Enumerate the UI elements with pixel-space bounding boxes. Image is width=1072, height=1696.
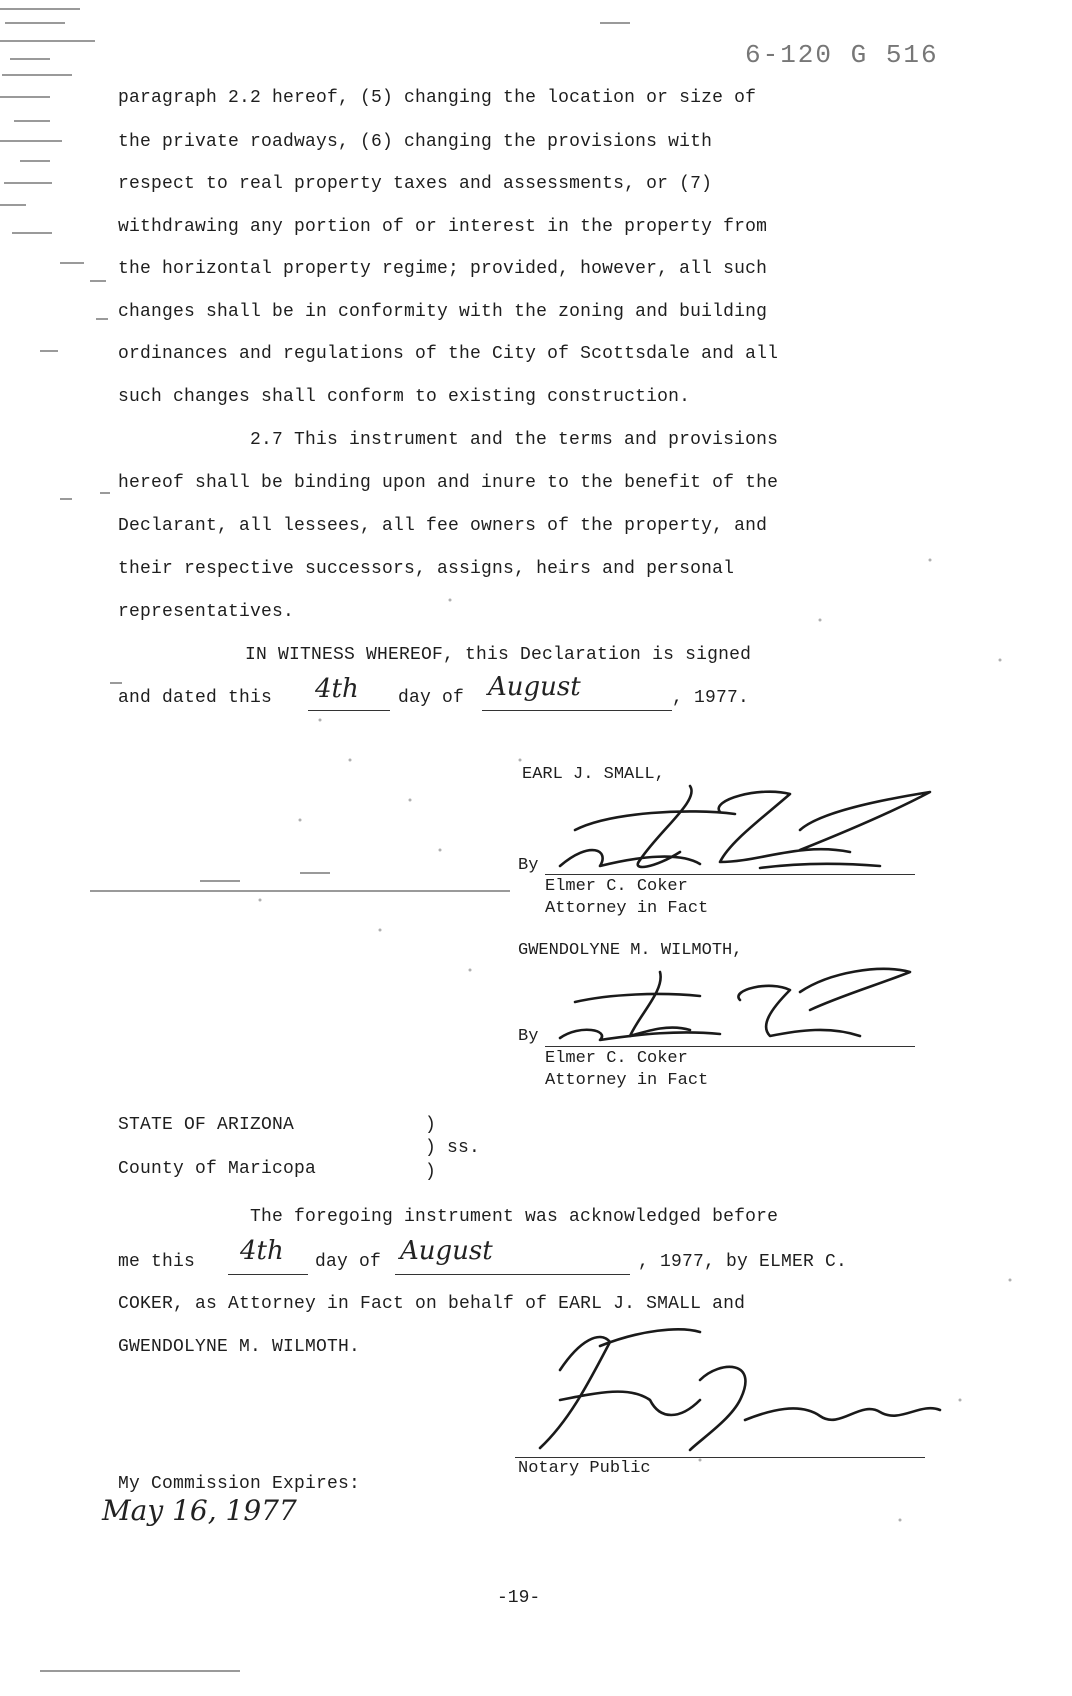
venue-brace: ) [425, 1162, 437, 1182]
signer-name: GWENDOLYNE M. WILMOTH, [518, 941, 743, 960]
acknowledgment-day-of: day of [315, 1252, 382, 1272]
signer-name: EARL J. SMALL, [522, 765, 665, 784]
signature-coker-2 [560, 969, 910, 1040]
section-2-7-line: representatives. [118, 602, 295, 622]
commission-date-handwritten: May 16, 1977 [102, 1494, 297, 1527]
acknowledgment-line: GWENDOLYNE M. WILMOTH. [118, 1337, 361, 1357]
section-2-7-line: their respective successors, assigns, heirs and personal [118, 559, 735, 579]
document-reference-number: 6-120 G 516 [745, 40, 939, 70]
signer-agent: Elmer C. Coker [545, 877, 688, 896]
witness-day-handwritten: 4th [315, 674, 359, 704]
body-line: withdrawing any portion of or interest in the property from [118, 217, 768, 237]
commission-label: My Commission Expires: [118, 1474, 361, 1494]
signer-by: By [518, 1027, 539, 1046]
signer-agent: Elmer C. Coker [545, 1049, 688, 1068]
signer-role: Attorney in Fact [545, 899, 709, 918]
signer-by: By [518, 856, 539, 875]
acknowledgment-line: The foregoing instrument was acknowledged before [250, 1207, 779, 1227]
body-line: respect to real property taxes and assessments, or (7) [118, 174, 713, 194]
notary-label: Notary Public [518, 1459, 651, 1478]
acknowledgment-suffix: , 1977, by ELMER C. [638, 1252, 848, 1272]
venue-brace-ss: ) ss. [425, 1138, 481, 1158]
witness-clause: IN WITNESS WHEREOF, this Declaration is signed [245, 645, 752, 665]
section-2-7-line: hereof shall be binding upon and inure to the benefit of the [118, 473, 779, 493]
witness-date-prefix: and dated this [118, 688, 273, 708]
section-2-7-line: Declarant, all lessees, all fee owners of the property, and [118, 516, 768, 536]
witness-day-of: day of [398, 688, 465, 708]
venue-county: County of Maricopa [118, 1159, 317, 1179]
body-line: paragraph 2.2 hereof, (5) changing the location or size of [118, 88, 757, 108]
signature-notary [540, 1329, 940, 1450]
acknowledgment-prefix: me this [118, 1252, 196, 1272]
body-line: the private roadways, (6) changing the provisions with [118, 132, 713, 152]
signature-coker-1 [560, 786, 930, 868]
body-line: changes shall be in conformity with the zoning and building [118, 302, 768, 322]
signer-role: Attorney in Fact [545, 1071, 709, 1090]
page-number: -19- [497, 1588, 541, 1608]
witness-year: , 1977. [672, 688, 750, 708]
witness-month-handwritten: August [488, 672, 581, 702]
section-2-7-heading: 2.7 This instrument and the terms and provisions [250, 430, 779, 450]
acknowledgment-day-handwritten: 4th [240, 1236, 284, 1266]
acknowledgment-month-handwritten: August [400, 1236, 493, 1266]
body-line: the horizontal property regime; provided, however, all such [118, 259, 768, 279]
body-line: such changes shall conform to existing construction. [118, 387, 691, 407]
venue-brace: ) [425, 1115, 437, 1135]
body-line: ordinances and regulations of the City of Scottsdale and all [118, 344, 779, 364]
acknowledgment-line: COKER, as Attorney in Fact on behalf of EARL J. SMALL and [118, 1294, 746, 1314]
venue-state: STATE OF ARIZONA [118, 1115, 295, 1135]
